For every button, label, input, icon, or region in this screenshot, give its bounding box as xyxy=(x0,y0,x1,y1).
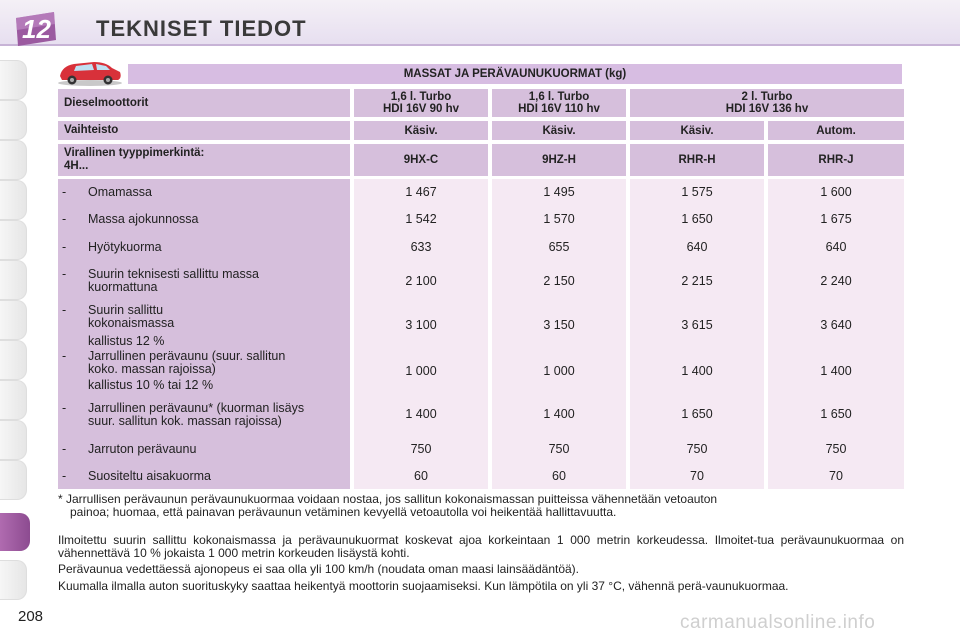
table-cell: 1 650 xyxy=(681,212,713,226)
table-cell: 640 xyxy=(686,240,708,254)
engine-row xyxy=(58,89,904,117)
table-cell: 1 575 xyxy=(681,185,713,199)
car-icon xyxy=(54,56,126,86)
table-cell: 1 570 xyxy=(543,212,575,226)
table-cell: 1 650 xyxy=(681,407,713,421)
table-cell: 1 542 xyxy=(405,212,437,226)
type-label-line1: Virallinen tyyppimerkintä: xyxy=(64,147,205,159)
engine-col-1 xyxy=(354,89,488,117)
note-paragraph-3: Kuumalla ilmalla auton suorituskyky saattaa heikentyä moottorin suojaamiseksi. Kun lämpötila on yli 37 °C, vähennä perä-vaunukuormaa. xyxy=(58,579,789,593)
table-cell: 1 467 xyxy=(405,185,437,199)
gearbox-row xyxy=(58,121,904,140)
dash: - xyxy=(62,401,67,415)
dash: - xyxy=(62,212,67,226)
table-cell: 1 400 xyxy=(543,407,575,421)
engine-2-line2: HDI 16V 110 hv xyxy=(518,103,600,115)
dash: - xyxy=(62,303,67,317)
engine-col-3 xyxy=(630,89,904,117)
row-label-text: Massa ajokunnossa xyxy=(88,212,199,226)
type-2: 9HZ-H xyxy=(492,144,626,176)
row-label-text: Suositeltu aisakuorma xyxy=(88,469,211,483)
table-cell: 1 600 xyxy=(820,185,852,199)
table-cell: 1 400 xyxy=(405,407,437,421)
side-tab[interactable] xyxy=(0,340,27,380)
type-label xyxy=(58,144,350,176)
side-tab[interactable] xyxy=(0,460,27,500)
engine-1-line2: HDI 16V 90 hv xyxy=(382,103,460,115)
table-cell: 60 xyxy=(414,469,428,483)
note-paragraph-1: Ilmoitettu suurin sallittu kokonaismassa ja perävaunukuormat koskevat ajoa korkeintaan 1 000 metrin korkeudessa. Ilmoitet-tua perävaunukuormaa on vähennettävä 10 % jokaista 1 000 metrin korkeuden lisäystä kohti. xyxy=(58,533,904,560)
row-label-text: kokonaismassa xyxy=(88,316,175,330)
table-cell: 655 xyxy=(548,240,570,254)
row-label-text: Jarruton perävaunu xyxy=(88,442,197,456)
side-tab[interactable] xyxy=(0,140,27,180)
engine-3-line1: 2 l. Turbo xyxy=(741,91,793,103)
row-sub-note: kallistus 12 % xyxy=(88,334,165,348)
table-cell: 60 xyxy=(552,469,566,483)
table-cell: 2 240 xyxy=(820,274,852,288)
table-cell: 633 xyxy=(410,240,432,254)
gearbox-3: Käsiv. xyxy=(630,121,764,140)
table-cell: 750 xyxy=(825,442,847,456)
chapter-number: 12 xyxy=(22,14,51,44)
type-1: 9HX-C xyxy=(354,144,488,176)
table-cell: 1 495 xyxy=(543,185,575,199)
table-cell: 2 215 xyxy=(681,274,713,288)
row-label-text: Suurin teknisesti sallittu massa xyxy=(88,267,259,281)
table-cell: 3 150 xyxy=(543,318,575,332)
table-cell: 750 xyxy=(548,442,570,456)
dash: - xyxy=(62,185,67,199)
side-tab[interactable] xyxy=(0,560,27,600)
side-tab-active[interactable] xyxy=(0,513,30,551)
table-cell: 1 400 xyxy=(681,364,713,378)
table-cell: 2 150 xyxy=(543,274,575,288)
row-label-text: Omamassa xyxy=(88,185,152,199)
table-cell: 3 640 xyxy=(820,318,852,332)
dash: - xyxy=(62,267,67,281)
table-cell: 1 675 xyxy=(820,212,852,226)
row-label-text: suur. sallitun kok. massan rajoissa) xyxy=(88,414,282,428)
dash: - xyxy=(62,240,67,254)
type-label-line2: 4H... xyxy=(64,160,89,172)
engine-1-line1: 1,6 l. Turbo xyxy=(390,91,452,103)
side-tab[interactable] xyxy=(0,60,27,100)
table-caption: MASSAT JA PERÄVAUNUKUORMAT (kg) xyxy=(128,64,902,84)
table-cell: 750 xyxy=(686,442,708,456)
table-cell: 1 650 xyxy=(820,407,852,421)
type-3: RHR-H xyxy=(630,144,764,176)
table-cell: 70 xyxy=(829,469,843,483)
gearbox-4: Autom. xyxy=(768,121,904,140)
table-cell: 1 000 xyxy=(405,364,437,378)
table-cell: 750 xyxy=(410,442,432,456)
type-4: RHR-J xyxy=(768,144,904,176)
side-tab[interactable] xyxy=(0,220,27,260)
footnote-line2: painoa; huomaa, että painavan perävaunun vetäminen kevyellä vetoautolla voi heikentää hallittavuutta. xyxy=(70,505,617,519)
row-label-text: Hyötykuorma xyxy=(88,240,162,254)
table-cell: 70 xyxy=(690,469,704,483)
gearbox-1: Käsiv. xyxy=(354,121,488,140)
dash: - xyxy=(62,349,67,363)
table-cell: 1 400 xyxy=(820,364,852,378)
side-tab[interactable] xyxy=(0,180,27,220)
page-title: TEKNISET TIEDOT xyxy=(96,16,307,41)
table-cell: 1 000 xyxy=(543,364,575,378)
side-tab[interactable] xyxy=(0,300,27,340)
type-row xyxy=(58,144,904,176)
row-label-text: Suurin sallittu xyxy=(88,303,164,317)
table-cell: 640 xyxy=(825,240,847,254)
table-cell: 3 100 xyxy=(405,318,437,332)
gearbox-label: Vaihteisto xyxy=(58,121,350,140)
engine-label: Dieselmoottorit xyxy=(58,89,350,117)
row-label-text: Jarrullinen perävaunu (suur. sallitun xyxy=(88,349,286,363)
engine-3-line2: HDI 16V 136 hv xyxy=(725,103,809,115)
side-tab[interactable] xyxy=(0,260,27,300)
engine-col-2 xyxy=(492,89,626,117)
footnote-line1: * Jarrullisen perävaunun perävaunukuormaa voidaan nostaa, jos sallitun kokonaismassan puitteissa vähennetään vetoauton xyxy=(58,492,718,506)
gearbox-2: Käsiv. xyxy=(492,121,626,140)
table-cell: 2 100 xyxy=(405,274,437,288)
row-label-text: koko. massan rajoissa) xyxy=(88,362,216,376)
row-label-text: Jarrullinen perävaunu* (kuorman lisäys xyxy=(88,401,305,415)
row-sub-note: kallistus 10 % tai 12 % xyxy=(88,378,214,392)
side-tab[interactable] xyxy=(0,420,27,460)
row-label-text: kuormattuna xyxy=(88,280,158,294)
dash: - xyxy=(62,442,67,456)
dash: - xyxy=(62,469,67,483)
watermark: carmanualsonline.info xyxy=(680,612,876,633)
engine-2-line1: 1,6 l. Turbo xyxy=(528,91,590,103)
side-tab[interactable] xyxy=(0,100,27,140)
side-tab[interactable] xyxy=(0,380,27,420)
note-paragraph-2: Perävaunua vedettäessä ajonopeus ei saa olla yli 100 km/h (noudata oman maasi lainsäädäntöä). xyxy=(58,562,580,576)
table-cell: 3 615 xyxy=(681,318,713,332)
page-number: 208 xyxy=(18,608,44,625)
